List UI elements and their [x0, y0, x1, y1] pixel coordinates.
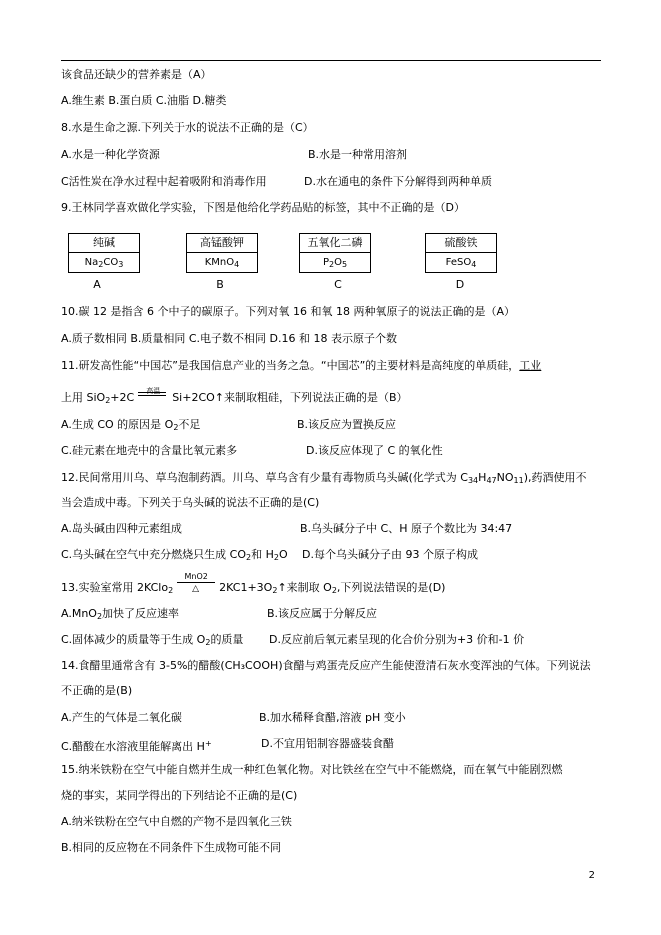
option-12a: A.岛头碱由四种元素组成 — [61, 522, 182, 535]
reagent-label-b — [186, 233, 258, 273]
question-10: 10.碳 12 是指含 6 个中子的碳原子。下列对氧 16 和氧 18 两种氧原子的说法正确的是（A） — [61, 305, 515, 318]
option-13b: B.该反应属于分解反应 — [267, 607, 378, 620]
reagent-formula: FeSO$_4$ — [445, 257, 477, 269]
option-8c: C活性炭在净水过程中起着吸附和消毒作用 — [61, 175, 267, 188]
label-letter-a: A — [93, 278, 101, 291]
reagent-name: 纯碱 — [69, 234, 139, 253]
question-9: 9.王林同学喜欢做化学实验，下图是他给化学药品贴的标签，其中不正确的是（D） — [61, 201, 465, 214]
option-13a: A.MnO$_2$加快了反应速率 — [61, 607, 180, 621]
reagent-label-d — [425, 233, 497, 273]
question-8: 8.水是生命之源.下列关于水的说法不正确的是（C） — [61, 121, 314, 134]
option-14b: B.加水稀释食醋,溶液 pH 变小 — [259, 711, 406, 724]
option-11c: C.硅元素在地壳中的含量比氧元素多 — [61, 444, 238, 457]
option-11d: D.该反应体现了 C 的氧化性 — [306, 444, 443, 457]
reaction-condition: 高温 — [146, 387, 161, 395]
label-letter-d: D — [455, 278, 465, 291]
option-15a: A.纳米铁粉在空气中自燃的产物不是四氧化三铁 — [61, 815, 292, 828]
question-12-line1: 12.民间常用川乌、草乌泡制药酒。川乌、草乌含有少量有毒物质乌头碱(化学式为 $C_{34}H_{47}NO_{11}$),药酒使用不 — [61, 471, 587, 485]
question-14-line1: 14.食醋里通常含有 3-5%的醋酸(CH₃COOH)食醋与鸡蛋壳反应产生能使澄清石灰水变浑浊的气体。下列说法 — [61, 659, 591, 672]
question-15-line1: 15.纳米铁粉在空气中能自燃并生成一种红色氧化物。对比铁丝在空气中不能燃烧，而在氧气中能剧烈燃 — [61, 763, 563, 776]
reaction-equals — [138, 395, 166, 396]
option-13c: C.固体减少的质量等于生成 $O_2$的质量 — [61, 633, 244, 647]
reagent-formula: $P_2O_5$ — [322, 257, 348, 269]
option-8b: B.水是一种常用溶剂 — [308, 148, 408, 161]
reagent-formula: $Na_2CO_3$ — [84, 257, 124, 269]
option-14d: D.不宜用铝制容器盛装食醋 — [261, 737, 394, 750]
option-8d: D.水在通电的条件下分解得到两种单质 — [304, 175, 492, 188]
option-11a: A.生成 CO 的原因是 $O_2$不足 — [61, 418, 201, 432]
text-line: 该食品还缺少的营养素是（A） — [61, 68, 212, 81]
header-rule — [61, 60, 601, 61]
option-12d: D.每个乌头碱分子由 93 个原子构成 — [302, 548, 478, 561]
text-line: A.维生素 B.蛋白质 C.油脂 D.糖类 — [61, 94, 227, 107]
question-11-line2: 上用 SiO$_2$+2C 高温 Si+2CO↑来制取粗硅，下列说法正确的是（B） — [61, 391, 408, 408]
question-14-line2: 不正确的是(B) — [61, 684, 133, 697]
reagent-name: 硫酸铁 — [426, 234, 496, 253]
heat-symbol: △ — [192, 584, 200, 594]
page-number: 2 — [588, 870, 595, 881]
option-14c: C.醋酸在水溶液里能解离出 H+ — [61, 739, 212, 753]
options-10: A.质子数相同 B.质量相同 C.电子数不相同 D.16 和 18 表示原子个数 — [61, 332, 397, 345]
label-letter-b: B — [216, 278, 224, 291]
reagent-name: 五氧化二磷 — [300, 234, 370, 253]
option-15b: B.相同的反应物在不同条件下生成物可能不同 — [61, 841, 282, 854]
reagent-label-a — [68, 233, 140, 273]
label-letter-c: C — [334, 278, 342, 291]
reaction-equals — [138, 392, 166, 393]
reagent-name: 高锰酸钾 — [187, 234, 257, 253]
question-11-line1: 11.研发高性能“中国芯”是我国信息产业的当务之急。“中国芯”的主要材料是高纯度的单质硅，工业 — [61, 359, 542, 372]
question-15-line2: 烧的事实，某同学得出的下列结论不正确的是(C) — [61, 789, 298, 802]
option-14a: A.产生的气体是二氧化碳 — [61, 711, 182, 724]
reagent-label-c — [299, 233, 371, 273]
reagent-formula: KMnO$_4$ — [204, 257, 240, 269]
option-12b: B.乌头碱分子中 C、H 原子个数比为 34:47 — [300, 522, 513, 535]
question-12-line2: 当会造成中毒。下列关于乌头碱的说法不正确的是(C) — [61, 496, 320, 509]
option-8a: A.水是一种化学资源 — [61, 148, 160, 161]
question-13: 13.实验室常用 2KClo$_2$ MnO2 △ $2KC1+3O_2↑$来制取 $O_2$,下列说法错误的是(D) — [61, 572, 446, 595]
catalyst-label: MnO2 — [184, 572, 208, 581]
option-13d: D.反应前后氧元素呈现的化合价分别为+3 价和-1 价 — [269, 633, 525, 646]
option-12c: C.乌头碱在空气中充分燃烧只生成 $CO_2$和 $H_2O$ — [61, 548, 288, 562]
option-11b: B.该反应为置换反应 — [297, 418, 397, 431]
